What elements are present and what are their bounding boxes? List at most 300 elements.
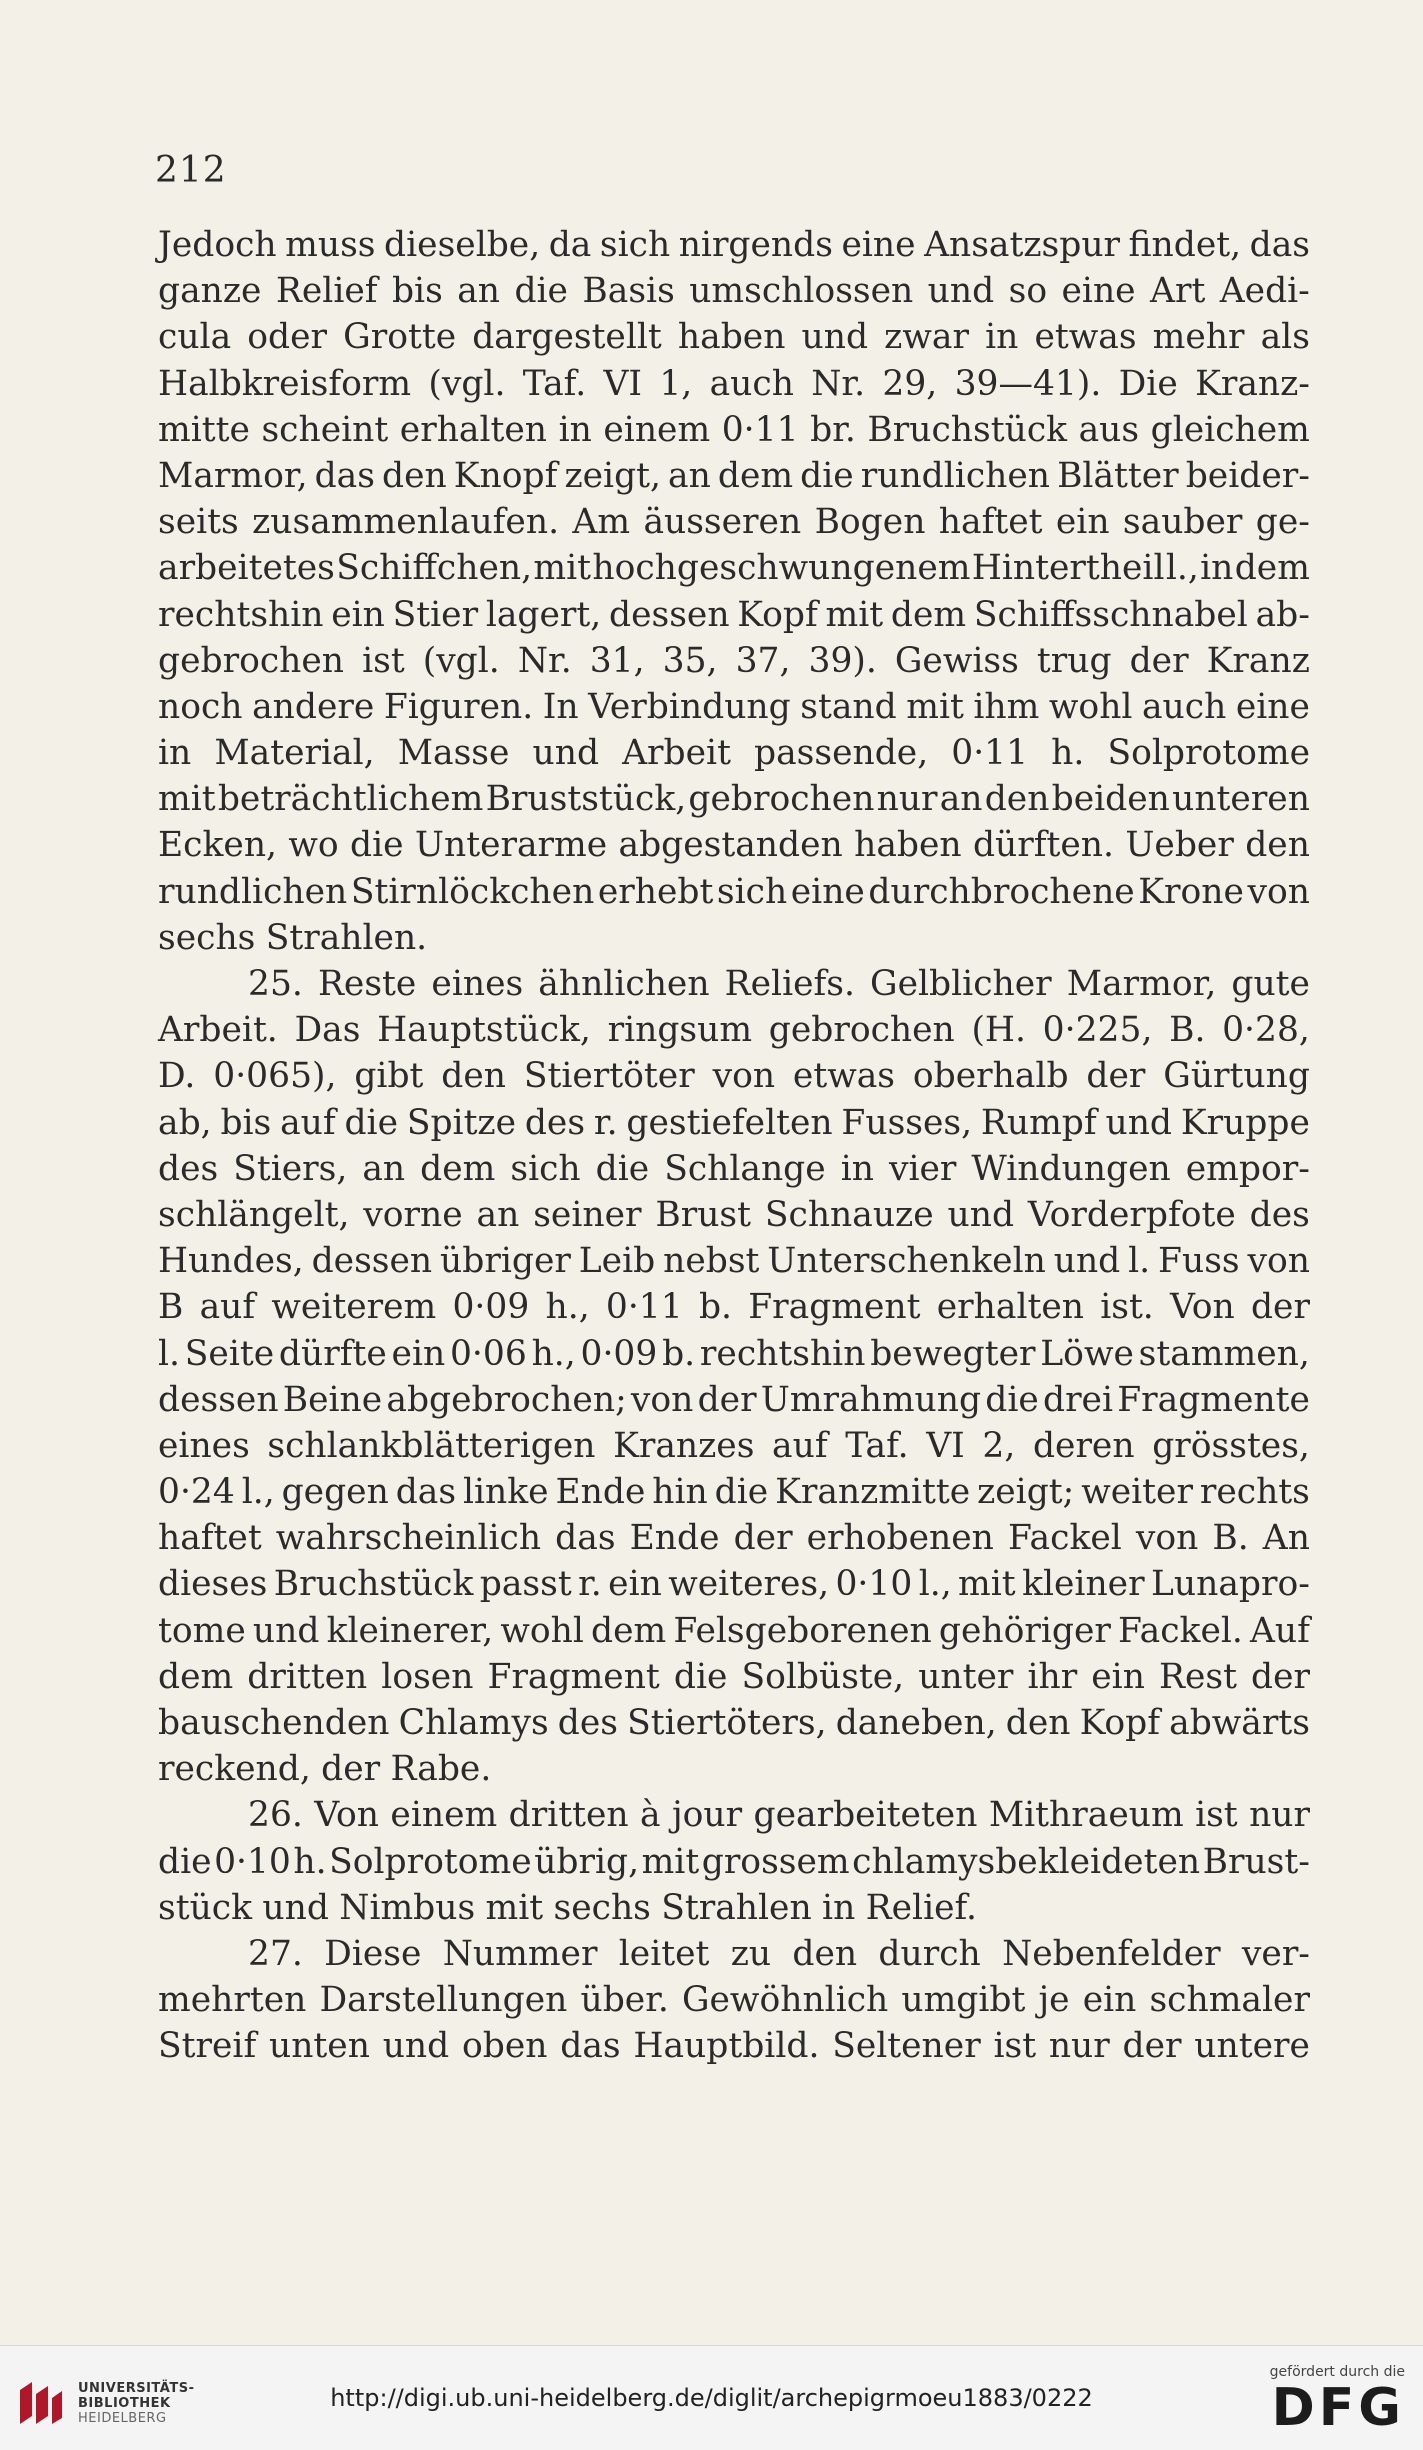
word: 29, bbox=[882, 363, 938, 404]
word: sich bbox=[510, 1148, 581, 1189]
word: scheint bbox=[261, 409, 389, 450]
word: passt bbox=[479, 1564, 572, 1605]
word: einem bbox=[603, 409, 711, 450]
word: tome bbox=[158, 1610, 246, 1651]
text-line bbox=[158, 1377, 1310, 1423]
word: den bbox=[792, 1933, 858, 1974]
word: die bbox=[514, 271, 568, 312]
word: übrig, bbox=[534, 1841, 640, 1882]
word: nur bbox=[1249, 1795, 1310, 1836]
word: zeigt, bbox=[564, 455, 661, 496]
word: 0·11 bbox=[721, 409, 799, 450]
word: h., bbox=[531, 1333, 576, 1374]
word: 26. bbox=[248, 1795, 303, 1836]
word: 39—41). bbox=[954, 363, 1102, 404]
text-line bbox=[158, 1792, 1310, 1838]
word: h., bbox=[545, 1287, 590, 1328]
word: l., bbox=[1165, 548, 1199, 589]
word: die bbox=[350, 825, 404, 866]
word: vier bbox=[888, 1148, 957, 1189]
funding-caption: gefördert durch die bbox=[1269, 2364, 1405, 2380]
word: Seltener bbox=[832, 2026, 981, 2067]
word: an bbox=[939, 779, 983, 820]
text-line bbox=[158, 268, 1310, 314]
text-line bbox=[158, 499, 1310, 545]
word: die bbox=[344, 1102, 398, 1143]
word: gute bbox=[1231, 964, 1310, 1004]
word: dargestellt bbox=[472, 317, 662, 358]
word: ihr bbox=[1027, 1656, 1078, 1697]
word: schmaler bbox=[1149, 1980, 1310, 2021]
word: Leib bbox=[578, 1241, 656, 1282]
word: Grotte bbox=[343, 317, 457, 358]
word: Stiertöters, bbox=[627, 1703, 827, 1743]
word: äusseren bbox=[643, 502, 802, 543]
word: Schiffchen, bbox=[336, 548, 533, 589]
word: Krone bbox=[1138, 871, 1244, 912]
word: Nimbus bbox=[339, 1887, 476, 1928]
word: gestiefelten bbox=[626, 1102, 833, 1143]
word: Aedi- bbox=[1219, 271, 1310, 312]
word: Kranz- bbox=[1195, 363, 1310, 404]
text-line bbox=[158, 1100, 1310, 1146]
text-line bbox=[158, 961, 1310, 1007]
word: hin bbox=[652, 1472, 708, 1513]
word: Fragment bbox=[748, 1287, 921, 1328]
word: ist bbox=[993, 2026, 1037, 2067]
word: in bbox=[840, 1148, 874, 1189]
word: Schiffsschnabel bbox=[973, 594, 1248, 635]
text-line bbox=[158, 684, 1310, 730]
word: Kruppe bbox=[1180, 1102, 1310, 1143]
word: von bbox=[1247, 1241, 1310, 1282]
word: durchbrochene bbox=[868, 871, 1135, 912]
word: r. bbox=[593, 1102, 618, 1143]
word: schlängelt, bbox=[158, 1194, 350, 1235]
word: hochgeschwungenem bbox=[592, 548, 971, 589]
word: b. bbox=[698, 1287, 732, 1328]
word: als bbox=[1260, 317, 1310, 358]
word: Halbkreisform bbox=[158, 363, 412, 404]
word: auf bbox=[772, 1425, 828, 1466]
word: daneben, bbox=[835, 1703, 997, 1743]
word: zusammenlaufen. bbox=[252, 502, 560, 543]
text-line bbox=[158, 1515, 1310, 1561]
word: ist. bbox=[1100, 1287, 1154, 1328]
word: Hauptbild. bbox=[633, 2026, 820, 2067]
word: von bbox=[1247, 871, 1310, 912]
page-number: 212 bbox=[155, 150, 227, 191]
word: Spitze bbox=[406, 1102, 517, 1143]
word: empor- bbox=[1185, 1148, 1310, 1189]
word: Strahlen bbox=[661, 1887, 812, 1928]
word: beider- bbox=[1185, 455, 1310, 496]
word: der bbox=[697, 1379, 757, 1420]
word: einem bbox=[390, 1795, 498, 1836]
word: trug bbox=[1036, 640, 1112, 681]
word: wo bbox=[288, 825, 339, 866]
word: dem bbox=[717, 455, 794, 496]
word: eines bbox=[431, 964, 524, 1004]
word: auf bbox=[199, 1287, 256, 1328]
word: unten bbox=[268, 2026, 370, 2067]
word: 0·225, bbox=[1042, 1010, 1153, 1051]
word: rechtshin bbox=[158, 594, 324, 635]
word: 27. bbox=[248, 1933, 303, 1974]
word: Marmor, bbox=[1066, 964, 1217, 1004]
dfg-funding bbox=[1269, 2364, 1405, 2438]
word: Solprotome bbox=[329, 1841, 532, 1882]
word: die bbox=[673, 1656, 728, 1697]
word: 0·09 bbox=[580, 1333, 658, 1374]
word: dieselbe, bbox=[384, 225, 541, 265]
word: r. bbox=[578, 1564, 602, 1605]
word: Fusses, bbox=[841, 1102, 973, 1143]
word: Art bbox=[1150, 271, 1206, 312]
text-line bbox=[158, 1007, 1310, 1053]
word: gebrochen bbox=[158, 640, 345, 681]
word: aus bbox=[1078, 409, 1140, 450]
word: zu bbox=[730, 1933, 772, 1974]
word: Beine bbox=[282, 1379, 383, 1420]
word: Strahlen. bbox=[265, 917, 428, 958]
word: Reliefs. bbox=[724, 964, 855, 1004]
word: gehöriger bbox=[938, 1610, 1111, 1651]
word: erhalten bbox=[936, 1287, 1084, 1328]
word: nur bbox=[1048, 2026, 1110, 2067]
word: haben bbox=[854, 825, 962, 866]
word: Ende bbox=[629, 1518, 720, 1559]
word: Ansatzspur bbox=[924, 225, 1121, 265]
word: dürfte bbox=[278, 1333, 387, 1374]
word: 35, bbox=[662, 640, 718, 681]
word: an bbox=[668, 455, 711, 496]
word: arbeitetes bbox=[158, 548, 335, 589]
word: h. bbox=[1051, 733, 1085, 774]
word: den bbox=[441, 1056, 506, 1097]
word: beträchtlichem bbox=[217, 779, 484, 820]
word: mit bbox=[158, 779, 216, 820]
word: ge- bbox=[1255, 502, 1310, 543]
word: umgibt bbox=[901, 1980, 1026, 2021]
word: Unterschenkeln bbox=[767, 1241, 1046, 1282]
word: des bbox=[524, 1102, 586, 1143]
word: an bbox=[362, 1148, 406, 1189]
word: Marmor, bbox=[158, 455, 308, 496]
word: Ende bbox=[555, 1472, 646, 1513]
word: in bbox=[558, 409, 592, 450]
text-line bbox=[158, 1053, 1310, 1099]
word: Windungen bbox=[971, 1148, 1171, 1189]
word: à bbox=[639, 1795, 661, 1836]
word: abwärts bbox=[1169, 1703, 1310, 1743]
text-line bbox=[158, 1608, 1310, 1654]
institution-line: UNIVERSITÄTS- bbox=[78, 2380, 195, 2396]
text-line bbox=[158, 222, 1310, 268]
word: Rumpf bbox=[980, 1102, 1097, 1143]
word: das bbox=[560, 2026, 621, 2067]
word: der bbox=[321, 1749, 381, 1790]
permalink-url[interactable]: http://digi.ub.uni-heidelberg.de/diglit/archepigrmoeu1883/0222 bbox=[330, 2384, 1093, 2412]
word: Bruststück, bbox=[485, 779, 687, 820]
word: Arbeit. bbox=[158, 1010, 278, 1051]
word: Kranz bbox=[1206, 640, 1310, 681]
word: der bbox=[733, 1518, 793, 1559]
word: 31, bbox=[589, 640, 645, 681]
text-line bbox=[158, 1423, 1310, 1469]
word: in bbox=[985, 317, 1019, 358]
word: Kranzes bbox=[613, 1425, 755, 1466]
text-line bbox=[158, 1146, 1310, 1192]
word: stammen, bbox=[1138, 1333, 1310, 1374]
text-line bbox=[158, 1654, 1310, 1700]
word: Gewöhnlich bbox=[681, 1980, 889, 2021]
word: mit bbox=[641, 1841, 700, 1882]
word: Kopf bbox=[737, 594, 818, 635]
word: wohl bbox=[1048, 686, 1133, 727]
word: dessen bbox=[609, 594, 730, 635]
word: Rest bbox=[1158, 1656, 1237, 1697]
word: dem bbox=[1234, 548, 1310, 589]
word: oben bbox=[462, 2026, 548, 2067]
word: passende, bbox=[754, 733, 929, 774]
text-line bbox=[158, 592, 1310, 638]
word: 0·24 bbox=[158, 1472, 235, 1513]
word: an bbox=[457, 271, 501, 312]
word: sich bbox=[599, 225, 671, 265]
word: Schnauze bbox=[764, 1194, 934, 1235]
word: B. bbox=[1212, 1518, 1249, 1559]
word: dem bbox=[420, 1148, 496, 1189]
word: übriger bbox=[440, 1241, 571, 1282]
word: dessen bbox=[158, 1379, 279, 1420]
dfg-logo[interactable]: DFG bbox=[1271, 2378, 1405, 2438]
word: und bbox=[262, 1887, 329, 1928]
word: eine bbox=[841, 225, 916, 265]
word: Gewiss bbox=[894, 640, 1019, 681]
word: Ueber bbox=[1125, 825, 1234, 866]
word: in bbox=[1200, 548, 1234, 589]
text-line bbox=[158, 1284, 1310, 1330]
word: den bbox=[984, 779, 1050, 820]
text-line bbox=[158, 1977, 1310, 2023]
word: Relief. bbox=[865, 1887, 978, 1928]
word: da bbox=[548, 225, 592, 265]
word: abgebrochen; bbox=[386, 1379, 627, 1420]
word: Mithraeum bbox=[988, 1795, 1184, 1836]
word: nur bbox=[876, 779, 938, 820]
word: rundlichen bbox=[860, 455, 1051, 496]
word: Fackel. bbox=[1118, 1610, 1243, 1651]
word: mit bbox=[533, 548, 592, 589]
word: 2, bbox=[982, 1425, 1016, 1466]
word: grösstes, bbox=[1152, 1425, 1310, 1466]
word: Diese bbox=[324, 1933, 422, 1974]
word: unter bbox=[918, 1656, 1014, 1697]
text-line bbox=[158, 776, 1310, 822]
word: die bbox=[714, 1472, 769, 1513]
word: oder bbox=[247, 317, 328, 358]
word: Lunapro- bbox=[1150, 1564, 1310, 1605]
word: 0·11 bbox=[951, 733, 1029, 774]
word: weiterem bbox=[271, 1287, 437, 1328]
word: Solprotome bbox=[1107, 733, 1310, 774]
word: leitet bbox=[618, 1933, 710, 1974]
word: chlamysbekleideten bbox=[852, 1841, 1201, 1882]
word: muss bbox=[285, 225, 376, 265]
text-line bbox=[158, 1238, 1310, 1284]
word: 1, bbox=[659, 363, 693, 404]
word: erhalten bbox=[399, 409, 548, 450]
word: Von bbox=[314, 1795, 380, 1836]
word: die bbox=[800, 455, 854, 496]
word: Relief bbox=[275, 271, 378, 312]
word: auch bbox=[1141, 686, 1227, 727]
text-line bbox=[158, 1331, 1310, 1377]
word: kleiner bbox=[1022, 1564, 1145, 1605]
word: l., bbox=[918, 1564, 952, 1605]
word: losen bbox=[381, 1656, 474, 1697]
word: umschlossen bbox=[689, 271, 914, 312]
word: mit bbox=[485, 1887, 544, 1928]
word: bis bbox=[220, 1102, 272, 1143]
word: gearbeiteten bbox=[753, 1795, 978, 1836]
word: Nr. bbox=[811, 363, 866, 404]
word: reckend, bbox=[158, 1749, 311, 1790]
word: oberhalb bbox=[912, 1056, 1069, 1097]
word: von bbox=[1135, 1518, 1199, 1559]
word: l., bbox=[241, 1472, 275, 1513]
word: Knopf bbox=[453, 455, 558, 496]
word: l. bbox=[158, 1333, 181, 1374]
text-line bbox=[158, 407, 1310, 453]
word: die bbox=[158, 1841, 212, 1882]
word: lagert, bbox=[485, 594, 602, 635]
word: VI bbox=[603, 363, 643, 404]
word: der bbox=[1129, 640, 1189, 681]
text-line bbox=[158, 1839, 1310, 1885]
word: Gelblicher bbox=[870, 964, 1052, 1004]
word: dem bbox=[158, 1656, 234, 1697]
word: Schlange bbox=[664, 1148, 826, 1189]
word: eine bbox=[1061, 271, 1136, 312]
word: 25. bbox=[248, 964, 303, 1004]
word: gegen bbox=[281, 1472, 389, 1513]
word: Rabe. bbox=[390, 1749, 492, 1790]
word: br. bbox=[810, 409, 856, 450]
word: linke bbox=[462, 1472, 549, 1513]
word: ab, bbox=[158, 1102, 212, 1143]
word: Hundes, bbox=[158, 1241, 304, 1282]
word: h. bbox=[293, 1841, 327, 1882]
word: (H. bbox=[971, 1010, 1026, 1051]
word: seiner bbox=[533, 1194, 642, 1235]
word: das bbox=[1249, 225, 1310, 265]
word: Masse bbox=[397, 733, 510, 774]
word: Hauptstück, bbox=[377, 1010, 591, 1051]
word: Jedoch bbox=[158, 225, 277, 265]
word: den bbox=[1245, 825, 1310, 866]
word: dürften. bbox=[972, 825, 1114, 866]
word: ringsum bbox=[607, 1010, 753, 1051]
word: so bbox=[1008, 271, 1048, 312]
word: VI bbox=[926, 1425, 965, 1466]
word: Solbüste, bbox=[741, 1656, 905, 1697]
word: das bbox=[395, 1472, 457, 1513]
word: Taf. bbox=[522, 363, 587, 404]
word: des bbox=[158, 1148, 219, 1189]
word: ganze bbox=[158, 271, 262, 312]
word: Bruchstück bbox=[273, 1564, 474, 1605]
word: Löwe bbox=[1040, 1333, 1134, 1374]
word: und bbox=[801, 317, 869, 358]
word: Darstellungen bbox=[319, 1980, 568, 2021]
word: dritten bbox=[508, 1795, 629, 1836]
word: und bbox=[947, 1194, 1015, 1235]
word: jour bbox=[671, 1795, 743, 1836]
word: mit bbox=[825, 594, 884, 635]
word: den bbox=[1005, 1703, 1071, 1743]
word: rechts bbox=[1199, 1472, 1310, 1513]
word: des bbox=[557, 1703, 618, 1743]
word: In bbox=[542, 686, 579, 727]
text-line bbox=[158, 545, 1310, 591]
word: bauschenden bbox=[158, 1703, 390, 1743]
word: seits bbox=[158, 502, 239, 543]
word: Nebenfelder bbox=[1002, 1933, 1221, 1974]
word: weiter bbox=[1081, 1472, 1193, 1513]
word: ähnlichen bbox=[538, 964, 710, 1004]
word: dem bbox=[890, 594, 967, 635]
word: Blätter bbox=[1057, 455, 1179, 496]
word: Umrahmung bbox=[760, 1379, 982, 1420]
word: haben bbox=[677, 317, 786, 358]
word: Stiers, bbox=[233, 1148, 348, 1189]
word: weiteres, bbox=[668, 1564, 830, 1605]
word: durch bbox=[878, 1933, 981, 1974]
text-line bbox=[158, 869, 1310, 915]
word: B. bbox=[1169, 1010, 1206, 1051]
word: ein bbox=[1082, 1980, 1137, 2021]
text-line bbox=[158, 453, 1310, 499]
word: sauber bbox=[1122, 502, 1243, 543]
text-line bbox=[158, 361, 1310, 407]
word: erhebt bbox=[597, 871, 714, 912]
word: ihm bbox=[973, 686, 1040, 727]
word: das bbox=[314, 455, 375, 496]
word: bis bbox=[391, 271, 443, 312]
word: unteren bbox=[1172, 779, 1310, 820]
word: eines bbox=[158, 1425, 250, 1466]
text-line bbox=[158, 314, 1310, 360]
word: etwas bbox=[1034, 317, 1137, 358]
word: und bbox=[382, 2026, 450, 2067]
word: die bbox=[595, 1148, 650, 1189]
word: von bbox=[712, 1056, 776, 1097]
word: der bbox=[1250, 1287, 1310, 1328]
word: stück bbox=[158, 1887, 253, 1928]
word: l. bbox=[1128, 1241, 1151, 1282]
word: rechtshin bbox=[699, 1333, 866, 1374]
word: das bbox=[555, 1518, 616, 1559]
word: erhobenen bbox=[806, 1518, 994, 1559]
word: 0·10 bbox=[214, 1841, 291, 1882]
institution-line: BIBLIOTHEK bbox=[78, 2395, 171, 2411]
word: Taf. bbox=[845, 1425, 909, 1466]
word: Ecken, bbox=[158, 825, 278, 866]
word: gibt bbox=[354, 1056, 424, 1097]
word: gebrochen bbox=[688, 779, 875, 820]
